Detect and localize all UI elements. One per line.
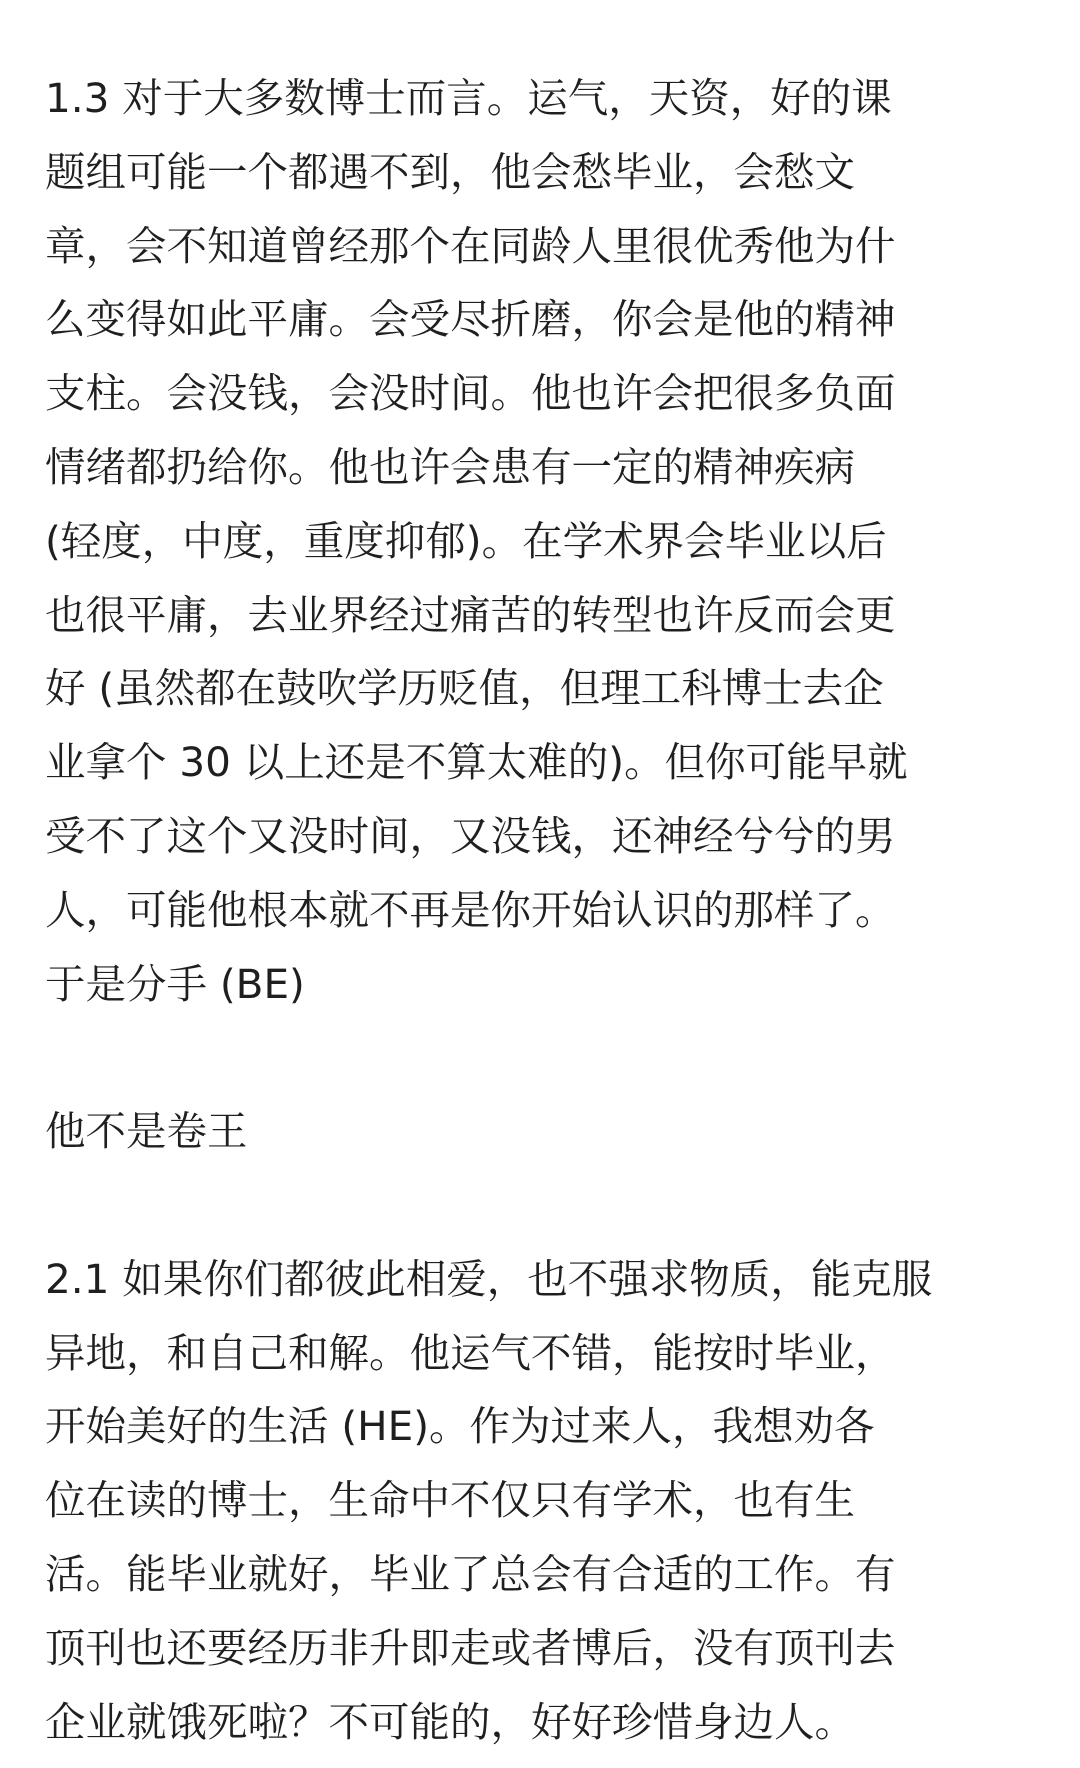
paragraph-spacer — [45, 1021, 1035, 1095]
text-line: 企业就饿死啦？不可能的，好好珍惜身边人。 — [45, 1697, 855, 1746]
text-line: 题组可能一个都遇不到，他会愁毕业，会愁文 — [45, 147, 855, 196]
text-line: 么变得如此平庸。会受尽折磨，你会是他的精神 — [45, 295, 896, 344]
paragraph-advice — [45, 1243, 1035, 1760]
text-line: (轻度，中度，重度抑郁)。在学术界会毕业以后 — [45, 516, 887, 565]
text-line: 1.3 对于大多数博士而言。运气，天资，好的课 — [45, 74, 892, 122]
article-body — [45, 62, 1035, 1759]
text-line: 情绪都扔给你。他也许会患有一定的精神疾病 — [45, 442, 855, 491]
text-line: 也很平庸，去业界经过痛苦的转型也许反而会更 — [45, 590, 896, 639]
section-heading — [45, 1095, 1035, 1169]
paragraph-phd-struggles — [45, 62, 1035, 1021]
heading-line: 他不是卷王 — [45, 1107, 248, 1156]
text-line: 活。能毕业就好，毕业了总会有合适的工作。有 — [45, 1549, 896, 1598]
text-line: 于是分手 (BE) — [45, 959, 305, 1008]
text-line: 支柱。会没钱，会没时间。他也许会把很多负面 — [45, 369, 896, 418]
text-line: 2.1 如果你们都彼此相爱，也不强求物质，能克服 — [45, 1254, 933, 1303]
text-line: 异地，和自己和解。他运气不错，能按时毕业， — [45, 1328, 896, 1377]
text-line: 顶刊也还要经历非升即走或者博后，没有顶刊去 — [45, 1623, 896, 1672]
text-line: 业拿个 30 以上还是不算太难的)。但你可能早就 — [45, 738, 908, 787]
text-line: 好 (虽然都在鼓吹学历贬值，但理工科博士去企 — [45, 664, 884, 713]
text-line: 受不了这个又没时间，又没钱，还神经兮兮的男 — [45, 811, 896, 860]
paragraph-spacer — [45, 1169, 1035, 1243]
text-line: 章，会不知道曾经那个在同龄人里很优秀他为什 — [45, 221, 896, 270]
text-line: 人，可能他根本就不再是你开始认识的那样了。 — [45, 885, 896, 934]
text-line: 开始美好的生活 (HE)。作为过来人，我想劝各 — [45, 1402, 875, 1451]
text-line: 位在读的博士，生命中不仅只有学术，也有生 — [45, 1476, 855, 1525]
